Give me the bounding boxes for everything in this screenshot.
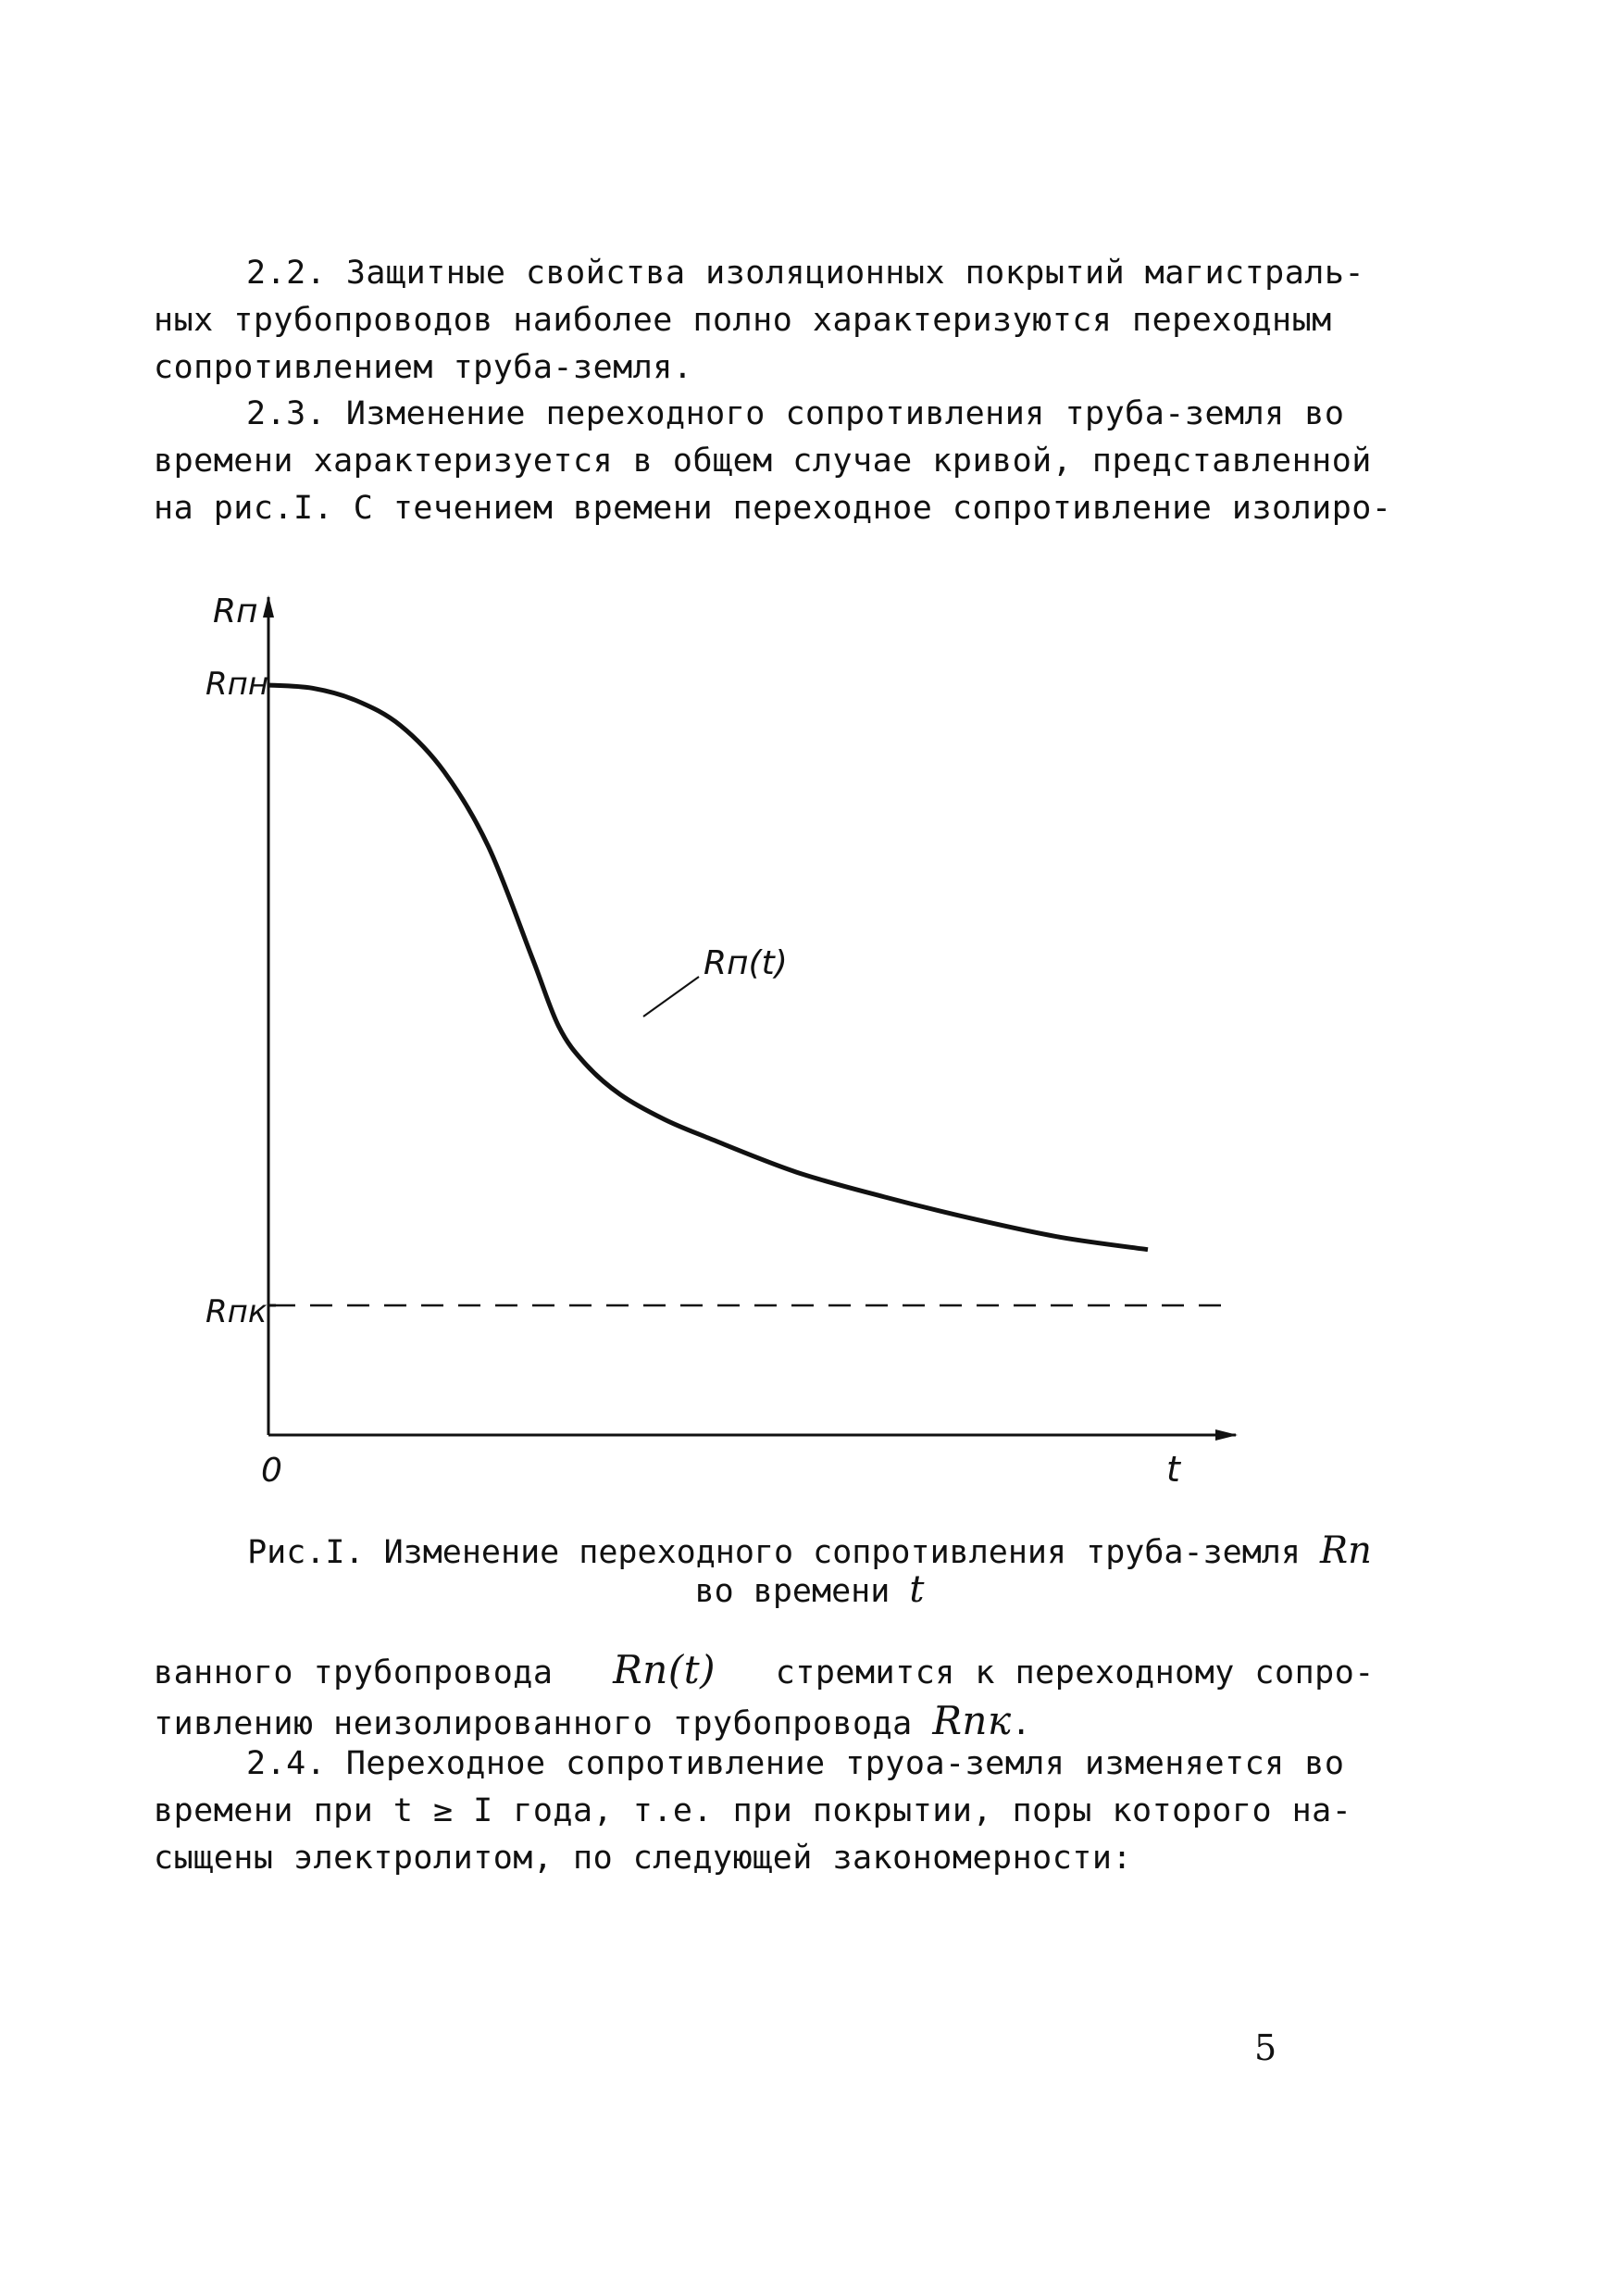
paragraph-line: 2.4. Переходное сопротивление труоа-земля изменяется во (246, 1745, 1345, 1782)
paragraph-line: времени характеризуется в общем случае кривой, представленной (154, 443, 1372, 480)
curve-leader-line (643, 977, 699, 1017)
text-run: . (1011, 1705, 1032, 1742)
text-run: ванного трубопровода (154, 1654, 554, 1691)
paragraph-line: на рис.I. С течением времени переходное сопротивление изолиро- (154, 490, 1392, 527)
page-number: 5 (1254, 2028, 1277, 2068)
text-run: стремится к переходному сопро- (775, 1654, 1375, 1691)
caption-text: во времени (694, 1573, 890, 1610)
y-tick-label: Rпк (205, 1293, 268, 1330)
paragraph-line: 2.2. Защитные свойства изоляционных покрытий магистраль- (246, 255, 1365, 292)
text-run: тивлению неизолированного трубопровода (154, 1705, 913, 1742)
origin-label: 0 (261, 1452, 282, 1490)
paragraph-line: сыщены электролитом, по следующей закономерности: (154, 1840, 1133, 1877)
caption-line-2 (0, 1568, 1619, 1611)
series-label: Rп(t) (704, 944, 788, 982)
paragraph-line: ных трубопроводов наиболее полно характеризуются переходным (154, 302, 1332, 339)
y-tick-label: Rпн (205, 666, 269, 703)
math-symbol: Rпк (932, 1698, 1012, 1743)
paragraph-line: сопротивлением труба-земля. (154, 349, 693, 386)
paragraph-line (154, 1646, 1375, 1697)
paragraph-2-4 (154, 1741, 1352, 1882)
resistance-time-chart (185, 574, 1250, 1500)
y-axis-label: Rп (213, 593, 258, 630)
x-axis-label: t (1166, 1449, 1180, 1490)
math-symbol: Rп(t) (613, 1647, 716, 1692)
caption-symbol: Rп (1320, 1529, 1372, 1572)
paragraph-line: 2.3. Изменение переходного сопротивления труба-земля во (246, 395, 1345, 432)
paragraph-2-3 (154, 391, 1392, 532)
paragraph-2-2 (154, 250, 1365, 392)
paragraph-continued (154, 1646, 1375, 1748)
caption-text: Рис.I. Изменение переходного сопротивления труба-земля (247, 1534, 1301, 1571)
caption-symbol: t (909, 1568, 925, 1611)
figure-caption (0, 1529, 1619, 1611)
caption-line-1 (0, 1529, 1619, 1572)
paragraph-line: времени при t ≥ I года, т.е. при покрытии, поры которого на- (154, 1792, 1352, 1829)
